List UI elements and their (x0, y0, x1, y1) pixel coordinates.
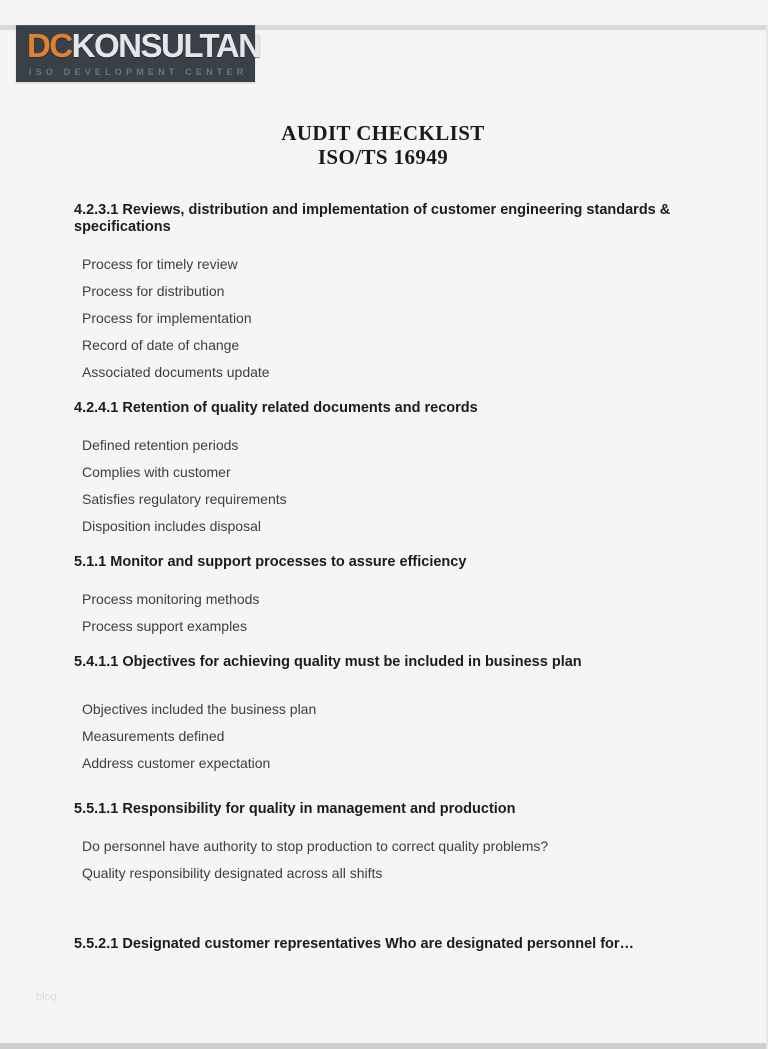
checklist-section-5511 (74, 801, 696, 887)
checklist-item: Process support examples (82, 618, 247, 634)
checklist-item: Process for implementation (82, 310, 252, 326)
document-title (0, 121, 766, 169)
checklist-items (74, 586, 696, 640)
page-bottom-edge (0, 1043, 766, 1049)
checklist-item: Quality responsibility designated across all shifts (82, 865, 383, 881)
checklist-body (0, 169, 766, 953)
checklist-items (74, 251, 696, 386)
section-heading: 4.2.4.1 Retention of quality related documents and records (74, 400, 478, 416)
checklist-item: Measurements defined (82, 728, 225, 744)
checklist-item: Record of date of change (82, 337, 240, 353)
section-heading: 5.4.1.1 Objectives for achieving quality must be included in business plan (74, 654, 582, 670)
section-heading: 4.2.3.1 Reviews, distribution and implementation of customer engineering standards & specifications (74, 202, 671, 235)
checklist-item: Process monitoring methods (82, 591, 260, 607)
checklist-section-4231 (74, 202, 696, 386)
company-logo (16, 25, 261, 82)
checklist-item: Process for distribution (82, 283, 225, 299)
checklist-item: Satisfies regulatory requirements (82, 491, 287, 507)
logo-brand-dc: DC (27, 27, 72, 64)
checklist-item: Process for timely review (82, 256, 238, 272)
checklist-items (74, 432, 696, 540)
watermark-text: blog (36, 991, 57, 1003)
section-heading: 5.1.1 Monitor and support processes to assure efficiency (74, 554, 467, 570)
section-heading: 5.5.2.1 Designated customer representatives Who are designated personnel for… (74, 936, 635, 952)
logo-brand-text (27, 27, 260, 65)
checklist-item: Do personnel have authority to stop production to correct quality problems? (82, 838, 549, 854)
section-heading: 5.5.1.1 Responsibility for quality in management and production (74, 801, 516, 817)
checklist-item: Defined retention periods (82, 437, 239, 453)
logo-tagline: ISO DEVELOPMENT CENTER (29, 67, 248, 77)
document-title-line2: ISO/TS 16949 (317, 145, 449, 169)
checklist-item: Complies with customer (82, 464, 231, 480)
checklist-item: Disposition includes disposal (82, 518, 261, 534)
checklist-items (74, 833, 696, 887)
logo-brand-konsultan: KONSULTAN (71, 27, 261, 64)
checklist-section-5521 (74, 936, 696, 953)
checklist-item: Associated documents update (82, 364, 270, 380)
checklist-section-4241 (74, 400, 696, 540)
checklist-item: Objectives included the business plan (82, 701, 317, 717)
document-title-line1: AUDIT CHECKLIST (281, 121, 485, 145)
checklist-section-5411 (74, 654, 696, 777)
checklist-item: Address customer expectation (82, 755, 271, 771)
checklist-items (74, 696, 696, 777)
checklist-section-511 (74, 554, 696, 640)
